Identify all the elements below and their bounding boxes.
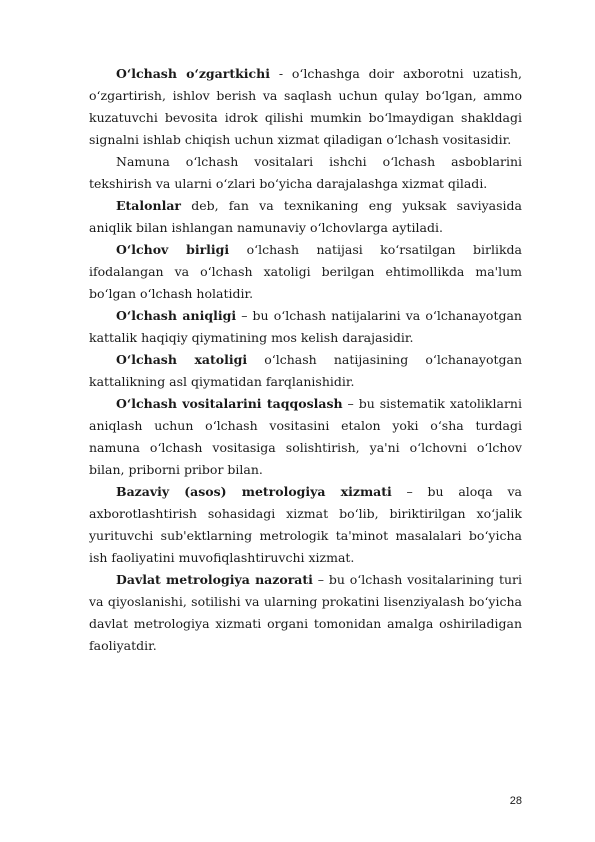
definition-paragraph	[89, 195, 522, 239]
definition-paragraph	[89, 349, 522, 393]
defined-term: O‘lchash vositalarini taqqoslash	[116, 396, 343, 411]
definition-text: o‘lchash natijasining o‘lchanayotgan kattalikning asl qiymatidan farqlanishidir.	[89, 352, 522, 389]
definition-text: – bu sistematik xatoliklarni aniqlash uchun o‘lchash vositasini etalon yoki o‘sha turdagi namuna o‘lchash vositasiga solishtirish, ya'ni o‘lchovni o‘lchov bilan, priborni pribor bilan.	[89, 396, 522, 477]
page-number: 28	[509, 795, 522, 807]
definition-text: o‘lchash natijasi ko‘rsatilgan birlikda ifodalangan va o‘lchash xatoligi berilgan ehtimollikda ma'lum bo‘lgan o‘lchash holatidir.	[89, 242, 523, 301]
definition-paragraph	[89, 63, 522, 151]
definition-paragraph	[89, 151, 522, 195]
definition-text: – bu o‘lchash natijalarini va o‘lchanayotgan kattalik haqiqiy qiymatining mos kelish darajasidir.	[89, 308, 522, 345]
definition-paragraph	[89, 239, 522, 305]
defined-term: O‘lchov birligi	[116, 242, 230, 257]
definition-paragraph	[89, 305, 522, 349]
definition-paragraph	[89, 569, 522, 657]
defined-term: O‘lchash xatoligi	[116, 352, 248, 367]
definition-text: deb, fan va texnikaning eng yuksak saviyasida aniqlik bilan ishlangan namunaviy o‘lchovlarga aytiladi.	[89, 198, 522, 235]
definition-text: Namuna o‘lchash vositalari ishchi o‘lchash asboblarini tekshirish va ularni o‘zlari bo‘yicha darajalashga xizmat qiladi.	[89, 154, 522, 191]
definition-text: - o‘lchashga doir axborotni uzatish, o‘zgartirish, ishlov berish va saqlash uchun qulay bo‘lgan, ammo kuzatuvchi bevosita idrok qilishi mumkin bo‘lmaydigan shakldagi signalni ishlab chiqish uchun xizmat qiladigan o‘lchash vositasidir.	[89, 66, 522, 147]
defined-term: O‘lchash o‘zgartkichi	[116, 66, 270, 81]
definition-text: – bu o‘lchash vositalarining turi va qiyoslanishi, sotilishi va ularning prokatini lisenziyalash bo‘yicha davlat metrologiya xizmati organi tomonidan amalga oshiriladigan faoliyatdir.	[89, 572, 522, 653]
defined-term: Etalonlar	[116, 198, 182, 213]
defined-term: Davlat metrologiya nazorati	[116, 572, 313, 587]
definition-paragraph	[89, 481, 522, 569]
definition-text: – bu aloqa va axborotlashtirish sohasidagi xizmat bo‘lib, biriktirilgan xo‘jalik yurituvchi sub'ektlarning metrologik ta'minot masalalari bo‘yicha ish faoliyatini muvofiqlashtiruvchi xizmat.	[89, 484, 522, 565]
definition-paragraph	[89, 393, 522, 481]
defined-term: O‘lchash aniqligi	[116, 308, 237, 323]
defined-term: Bazaviy (asos) metrologiya xizmati	[116, 484, 392, 499]
document-body	[89, 63, 522, 657]
